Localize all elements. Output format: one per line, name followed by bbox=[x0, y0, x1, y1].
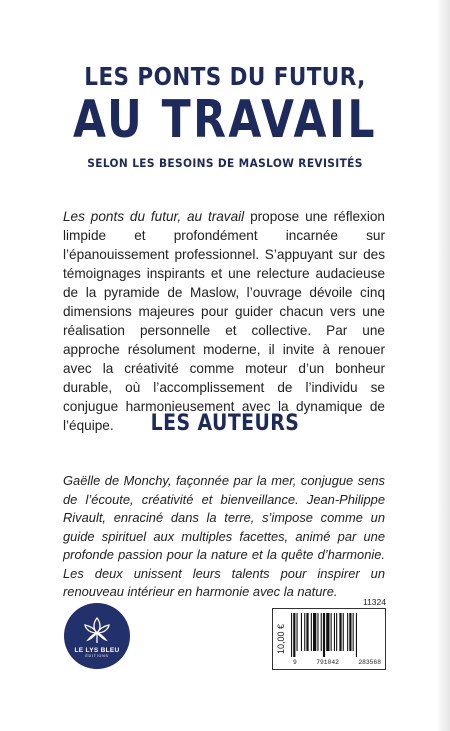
barcode-bar bbox=[343, 613, 344, 651]
barcode-bar bbox=[356, 613, 357, 657]
book-title-line1: LES PONTS DU FUTUR, bbox=[84, 62, 366, 91]
barcode-bar bbox=[323, 613, 325, 657]
barcode-bar bbox=[349, 613, 351, 651]
isbn-digit-group: 791042 bbox=[316, 659, 339, 666]
authors-heading: LES AUTEURS bbox=[150, 411, 300, 436]
barcode-bar bbox=[291, 613, 292, 657]
publisher-logo bbox=[64, 603, 130, 669]
book-title-line2: AU TRAVAIL bbox=[73, 90, 377, 150]
blurb-text: propose une réflexion limpide et profondément incarnée sur l’épanouissement professionnel. S’appuyant sur des témoignages inspirants et une relecture audacieuse de la pyramide de Maslow, l’ouvrage dévoile cinq dimensions majeures pour guider chacun vers une réalisation personnelle et collective. Par une approche résolument moderne, il invite à renouer avec la créativité comme moteur d’un bonheur durable, où l’accomplissement de l’individu se conjugue harmonieusement avec la dynamique de l’équipe. bbox=[63, 209, 385, 433]
barcode-bar bbox=[301, 613, 302, 651]
barcode-bar bbox=[317, 613, 318, 651]
barcode-area bbox=[272, 597, 386, 685]
barcode-bar bbox=[353, 613, 354, 651]
barcode-bar bbox=[347, 613, 348, 651]
barcode-bar bbox=[321, 613, 322, 651]
isbn-digits bbox=[293, 659, 381, 666]
barcode-bar bbox=[311, 613, 312, 651]
blurb-title: Les ponts du futur, au travail bbox=[63, 209, 245, 224]
barcode-bar bbox=[339, 613, 341, 651]
barcode-bar bbox=[313, 613, 316, 651]
authors-bio: Gaëlle de Monchy, façonnée par la mer, conjugue sens de l’écoute, créativité et bienveillance. Jean-Philippe Rivault, enraciné dans la terre, s’impose comme un guide spirituel aux multiples facettes, animé par une profonde passion pour la nature et la quête d’harmonie. Les deux unissent leurs talents pour inspirer un renouveau intérieur en harmonie avec la nature. bbox=[63, 473, 385, 599]
title-block bbox=[0, 62, 450, 170]
lys-flower-icon bbox=[82, 615, 112, 645]
price-label: 10,00 € bbox=[276, 623, 287, 655]
book-blurb bbox=[63, 207, 385, 435]
book-subtitle: SELON LES BESOINS DE MASLOW REVISITÉS bbox=[87, 156, 363, 170]
barcode-bar bbox=[336, 613, 337, 651]
barcode-box bbox=[272, 608, 386, 670]
barcode-bar bbox=[293, 613, 295, 657]
publisher-sub: ÉDITIONS bbox=[85, 653, 109, 658]
barcode-bars bbox=[291, 613, 383, 657]
barcode-bar bbox=[304, 613, 305, 651]
barcode-bar bbox=[334, 613, 335, 651]
barcode-bar bbox=[306, 613, 308, 651]
barcode-bar bbox=[326, 613, 329, 651]
product-code: 11324 bbox=[362, 597, 386, 607]
barcode-bar bbox=[331, 613, 332, 651]
barcode-bar bbox=[297, 613, 298, 651]
isbn-digit-group: 283568 bbox=[358, 659, 381, 666]
publisher-name: LE LYS BLEU bbox=[74, 646, 120, 654]
isbn-digit-group: 9 bbox=[293, 659, 297, 666]
